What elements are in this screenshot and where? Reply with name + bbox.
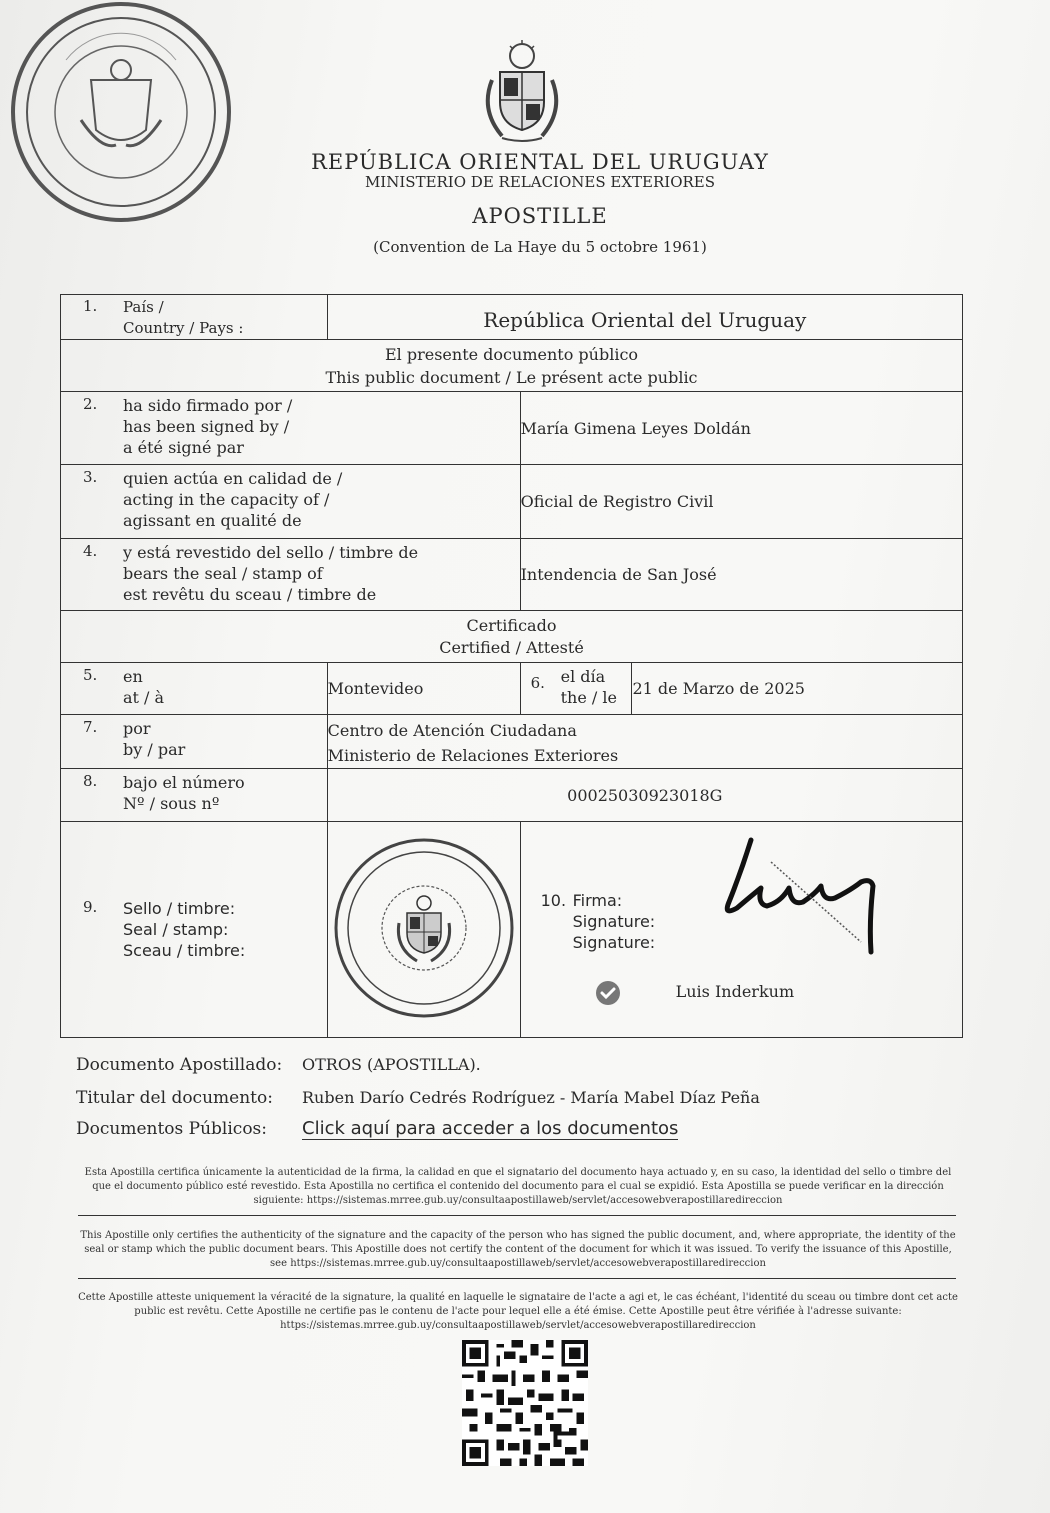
row-signed-by (61, 392, 963, 465)
label-line: en (123, 667, 143, 686)
label-line: Nº / sous nº (123, 794, 220, 813)
label-line: has been signed by / (123, 417, 290, 436)
holder-row (76, 1088, 760, 1108)
doc-apostilled-row (76, 1055, 481, 1075)
label-line: Seal / stamp: (123, 920, 229, 939)
row-number: 2. (83, 395, 98, 413)
label-line: y está revestido del sello / timbre de (123, 543, 419, 562)
label-line: Sceau / timbre: (123, 941, 246, 960)
capacity-value: Oficial de Registro Civil (520, 465, 962, 539)
label-line: agissant en qualité de (123, 511, 302, 530)
certified-line: Certified / Attesté (439, 637, 584, 657)
ministry-stamp-icon (6, 0, 236, 230)
row-by (61, 715, 963, 769)
label-line: Signature: (572, 912, 656, 931)
by-value-line: Ministerio de Relaciones Exteriores (327, 746, 619, 765)
note-english: This Apostille only certifies the authenticity of the signature and the capacity of the person who has signed the public document, and, where appropriate, the identity of the seal or stamp which the public document bears. This Apostille does not certify the content of the document for which it was issued. To verify the issuance of this Apostille, see https://sistemas.mrree.gub.uy/consultaapostillaweb/servlet/accesowebverapostillaredireccion (80, 1230, 956, 1269)
row-intro (61, 340, 963, 392)
divider (78, 1215, 956, 1216)
qr-code-icon[interactable] (460, 1340, 590, 1466)
check-circle-icon (595, 980, 621, 1006)
convention-subtitle: (Convention de La Haye du 5 octobre 1961) (373, 238, 707, 256)
handwritten-signature-icon (711, 832, 891, 962)
row-number: 3. (83, 468, 98, 486)
place-value: Montevideo (327, 663, 520, 715)
doc-apostilled-value: OTROS (APOSTILLA). (302, 1055, 481, 1074)
label-line: a été signé par (123, 438, 244, 457)
apostille-table (60, 294, 963, 1038)
date-value: 21 de Marzo de 2025 (632, 663, 963, 715)
row-number: 8. (83, 772, 98, 790)
row-seal-signature (61, 822, 963, 1038)
signed-by-value: María Gimena Leyes Doldán (520, 392, 962, 465)
country-value: República Oriental del Uruguay (327, 295, 962, 340)
certified-line: Certificado (466, 615, 557, 635)
label-line: at / à (123, 688, 165, 707)
signer-name: Luis Inderkum (675, 982, 795, 1001)
public-docs-row (76, 1118, 678, 1139)
label-line: acting in the capacity of / (123, 490, 330, 509)
row-place-date (61, 663, 963, 715)
apostille-title: APOSTILLE (472, 204, 608, 228)
legalization-seal-icon (329, 833, 519, 1023)
label-line: Firma: (572, 891, 623, 910)
row-number: 6. (530, 674, 545, 692)
intro-line: This public document / Le présent acte public (325, 367, 698, 387)
ministry-title: MINISTERIO DE RELACIONES EXTERIORES (364, 173, 716, 191)
row-number: 10. (540, 891, 567, 910)
row-number: 4. (83, 542, 98, 560)
row-number: 7. (83, 718, 98, 736)
row-capacity (61, 465, 963, 539)
divider (78, 1278, 956, 1279)
by-value-line: Centro de Atención Ciudadana (327, 721, 577, 740)
label-line: Country / Pays : (123, 319, 244, 337)
row-certified (61, 611, 963, 663)
label-line: Signature: (572, 933, 656, 952)
row-seal-of (61, 539, 963, 611)
coat-of-arms-icon (472, 40, 572, 145)
label-line: bajo el número (123, 773, 245, 792)
row-number-field (61, 769, 963, 822)
row-number: 5. (83, 666, 98, 684)
apostille-number-value: 00025030923018G (327, 769, 962, 822)
label-line: el día (560, 667, 606, 686)
seal-of-value: Intendencia de San José (520, 539, 962, 611)
row-number: 9. (83, 898, 98, 916)
holder-value: Ruben Darío Cedrés Rodríguez - María Mabel Díaz Peña (302, 1088, 760, 1107)
public-docs-link[interactable]: Click aquí para acceder a los documentos (302, 1118, 679, 1139)
holder-label: Titular del documento: (76, 1088, 273, 1108)
note-spanish: Esta Apostilla certifica únicamente la autenticidad de la firma, la calidad en que el signatario del documento haya actuado y, en su caso, la identidad del sello o timbre del que el documento público esté revestido. Esta Apostilla no certifica el contenido del documento para el cual se expidió. Esta Apostilla se puede verificar en la dirección siguiente: https://sistemas.mrree.gub.uy/consultaapostillaweb/servlet/accesowebverapostillaredireccion (84, 1167, 952, 1206)
country-title: REPÚBLICA ORIENTAL DEL URUGUAY (311, 150, 769, 174)
label-line: est revêtu du sceau / timbre de (123, 585, 377, 604)
note-french: Cette Apostille atteste uniquement la véracité de la signature, la qualité en laquelle le signataire de l'acte a agi et, le cas échéant, l'identité du sceau ou timbre dont cet acte public est revêtu. Cette Apostille ne certifie pas le contenu de l'acte pour lequel elle a été émise. Cette Apostille peut être vérifiée à l'adresse suivante: https://sistemas.mrree.gub.uy/consultaapostillaweb/servlet/accesowebverapostillaredireccion (78, 1292, 958, 1331)
label-line: Sello / timbre: (123, 899, 236, 918)
label-line: País / (123, 298, 164, 316)
label-line: ha sido firmado por / (123, 396, 293, 415)
label-line: by / par (123, 740, 186, 759)
row-number: 1. (83, 297, 98, 315)
public-docs-label: Documentos Públicos: (76, 1119, 268, 1139)
row-country (61, 295, 963, 340)
label-line: bears the seal / stamp of (123, 564, 323, 583)
doc-apostilled-label: Documento Apostillado: (76, 1055, 283, 1075)
label-line: quien actúa en calidad de / (123, 469, 343, 488)
label-line: por (123, 719, 151, 738)
intro-line: El presente documento público (384, 344, 639, 364)
label-line: the / le (560, 688, 617, 707)
